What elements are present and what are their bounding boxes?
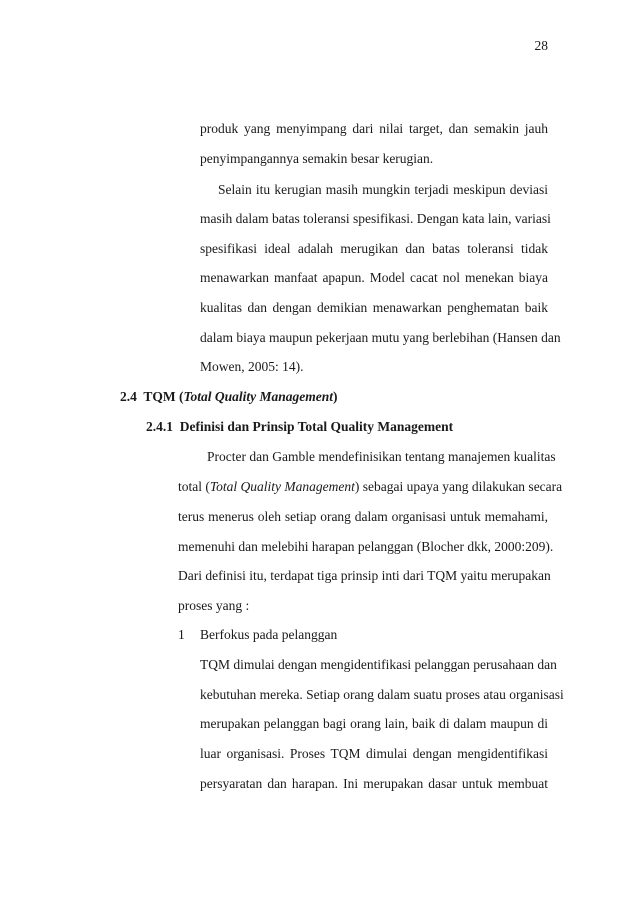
- list-item-body-line: kebutuhan mereka. Setiap orang dalam suatu proses atau organisasi: [200, 687, 564, 702]
- paragraph-line: penyimpangannya semakin besar kerugian.: [200, 151, 434, 166]
- paragraph-line: dalam biaya maupun pekerjaan mutu yang berlebihan (Hansen dan: [200, 330, 561, 345]
- list-item-title: Berfokus pada pelanggan: [200, 627, 338, 642]
- paragraph-line: Dari definisi itu, terdapat tiga prinsip inti dari TQM yaitu merupakan: [178, 568, 551, 583]
- paragraph-line: produk yang menyimpang dari nilai target, dan semakin jauh: [200, 121, 548, 136]
- paragraph-line: Selain itu kerugian masih mungkin terjadi meskipun deviasi: [218, 182, 548, 197]
- paragraph-line: kualitas dan dengan demikian menawarkan penghematan baik: [200, 300, 548, 315]
- subsection-number: 2.4.1: [146, 419, 173, 434]
- list-item-body-line: persyaratan dan harapan. Ini merupakan dasar untuk membuat: [200, 776, 548, 791]
- list-item-body-line: merupakan pelanggan bagi orang lain, baik di dalam maupun di: [200, 716, 548, 731]
- paragraph-line: terus menerus oleh setiap orang dalam organisasi untuk memahami,: [178, 509, 548, 524]
- subsection-heading: [146, 419, 453, 435]
- paragraph-line: Procter dan Gamble mendefinisikan tentang manajemen kualitas: [207, 449, 556, 464]
- paragraph-line: Mowen, 2005: 14).: [200, 359, 304, 374]
- section-title-suffix: ): [333, 389, 338, 404]
- section-title-prefix: TQM (: [143, 389, 184, 404]
- page-number: 28: [534, 38, 548, 53]
- section-heading: [120, 389, 338, 405]
- paragraph-line: [178, 479, 563, 495]
- section-title-italic: Total Quality Management: [183, 389, 334, 404]
- section-number: 2.4: [120, 389, 137, 404]
- list-item-body-line: luar organisasi. Proses TQM dimulai dengan mengidentifikasi: [200, 746, 548, 761]
- list-item-number: 1: [178, 627, 185, 642]
- paragraph-line: proses yang :: [178, 598, 250, 613]
- paragraph-line: masih dalam batas toleransi spesifikasi. Dengan kata lain, variasi: [200, 211, 551, 226]
- paragraph-line: memenuhi dan melebihi harapan pelanggan (Blocher dkk, 2000:209).: [178, 539, 554, 554]
- paragraph-line: menawarkan manfaat apapun. Model cacat nol menekan biaya: [200, 270, 548, 285]
- text-segment: total (: [178, 479, 210, 494]
- text-segment: ) sebagai upaya yang dilakukan secara: [354, 479, 563, 494]
- paragraph-line: spesifikasi ideal adalah merugikan dan batas toleransi tidak: [200, 241, 548, 256]
- subsection-title: Definisi dan Prinsip Total Quality Management: [179, 419, 454, 434]
- list-item-body-line: TQM dimulai dengan mengidentifikasi pelanggan perusahaan dan: [200, 657, 557, 672]
- text-segment-italic: Total Quality Management: [209, 479, 355, 494]
